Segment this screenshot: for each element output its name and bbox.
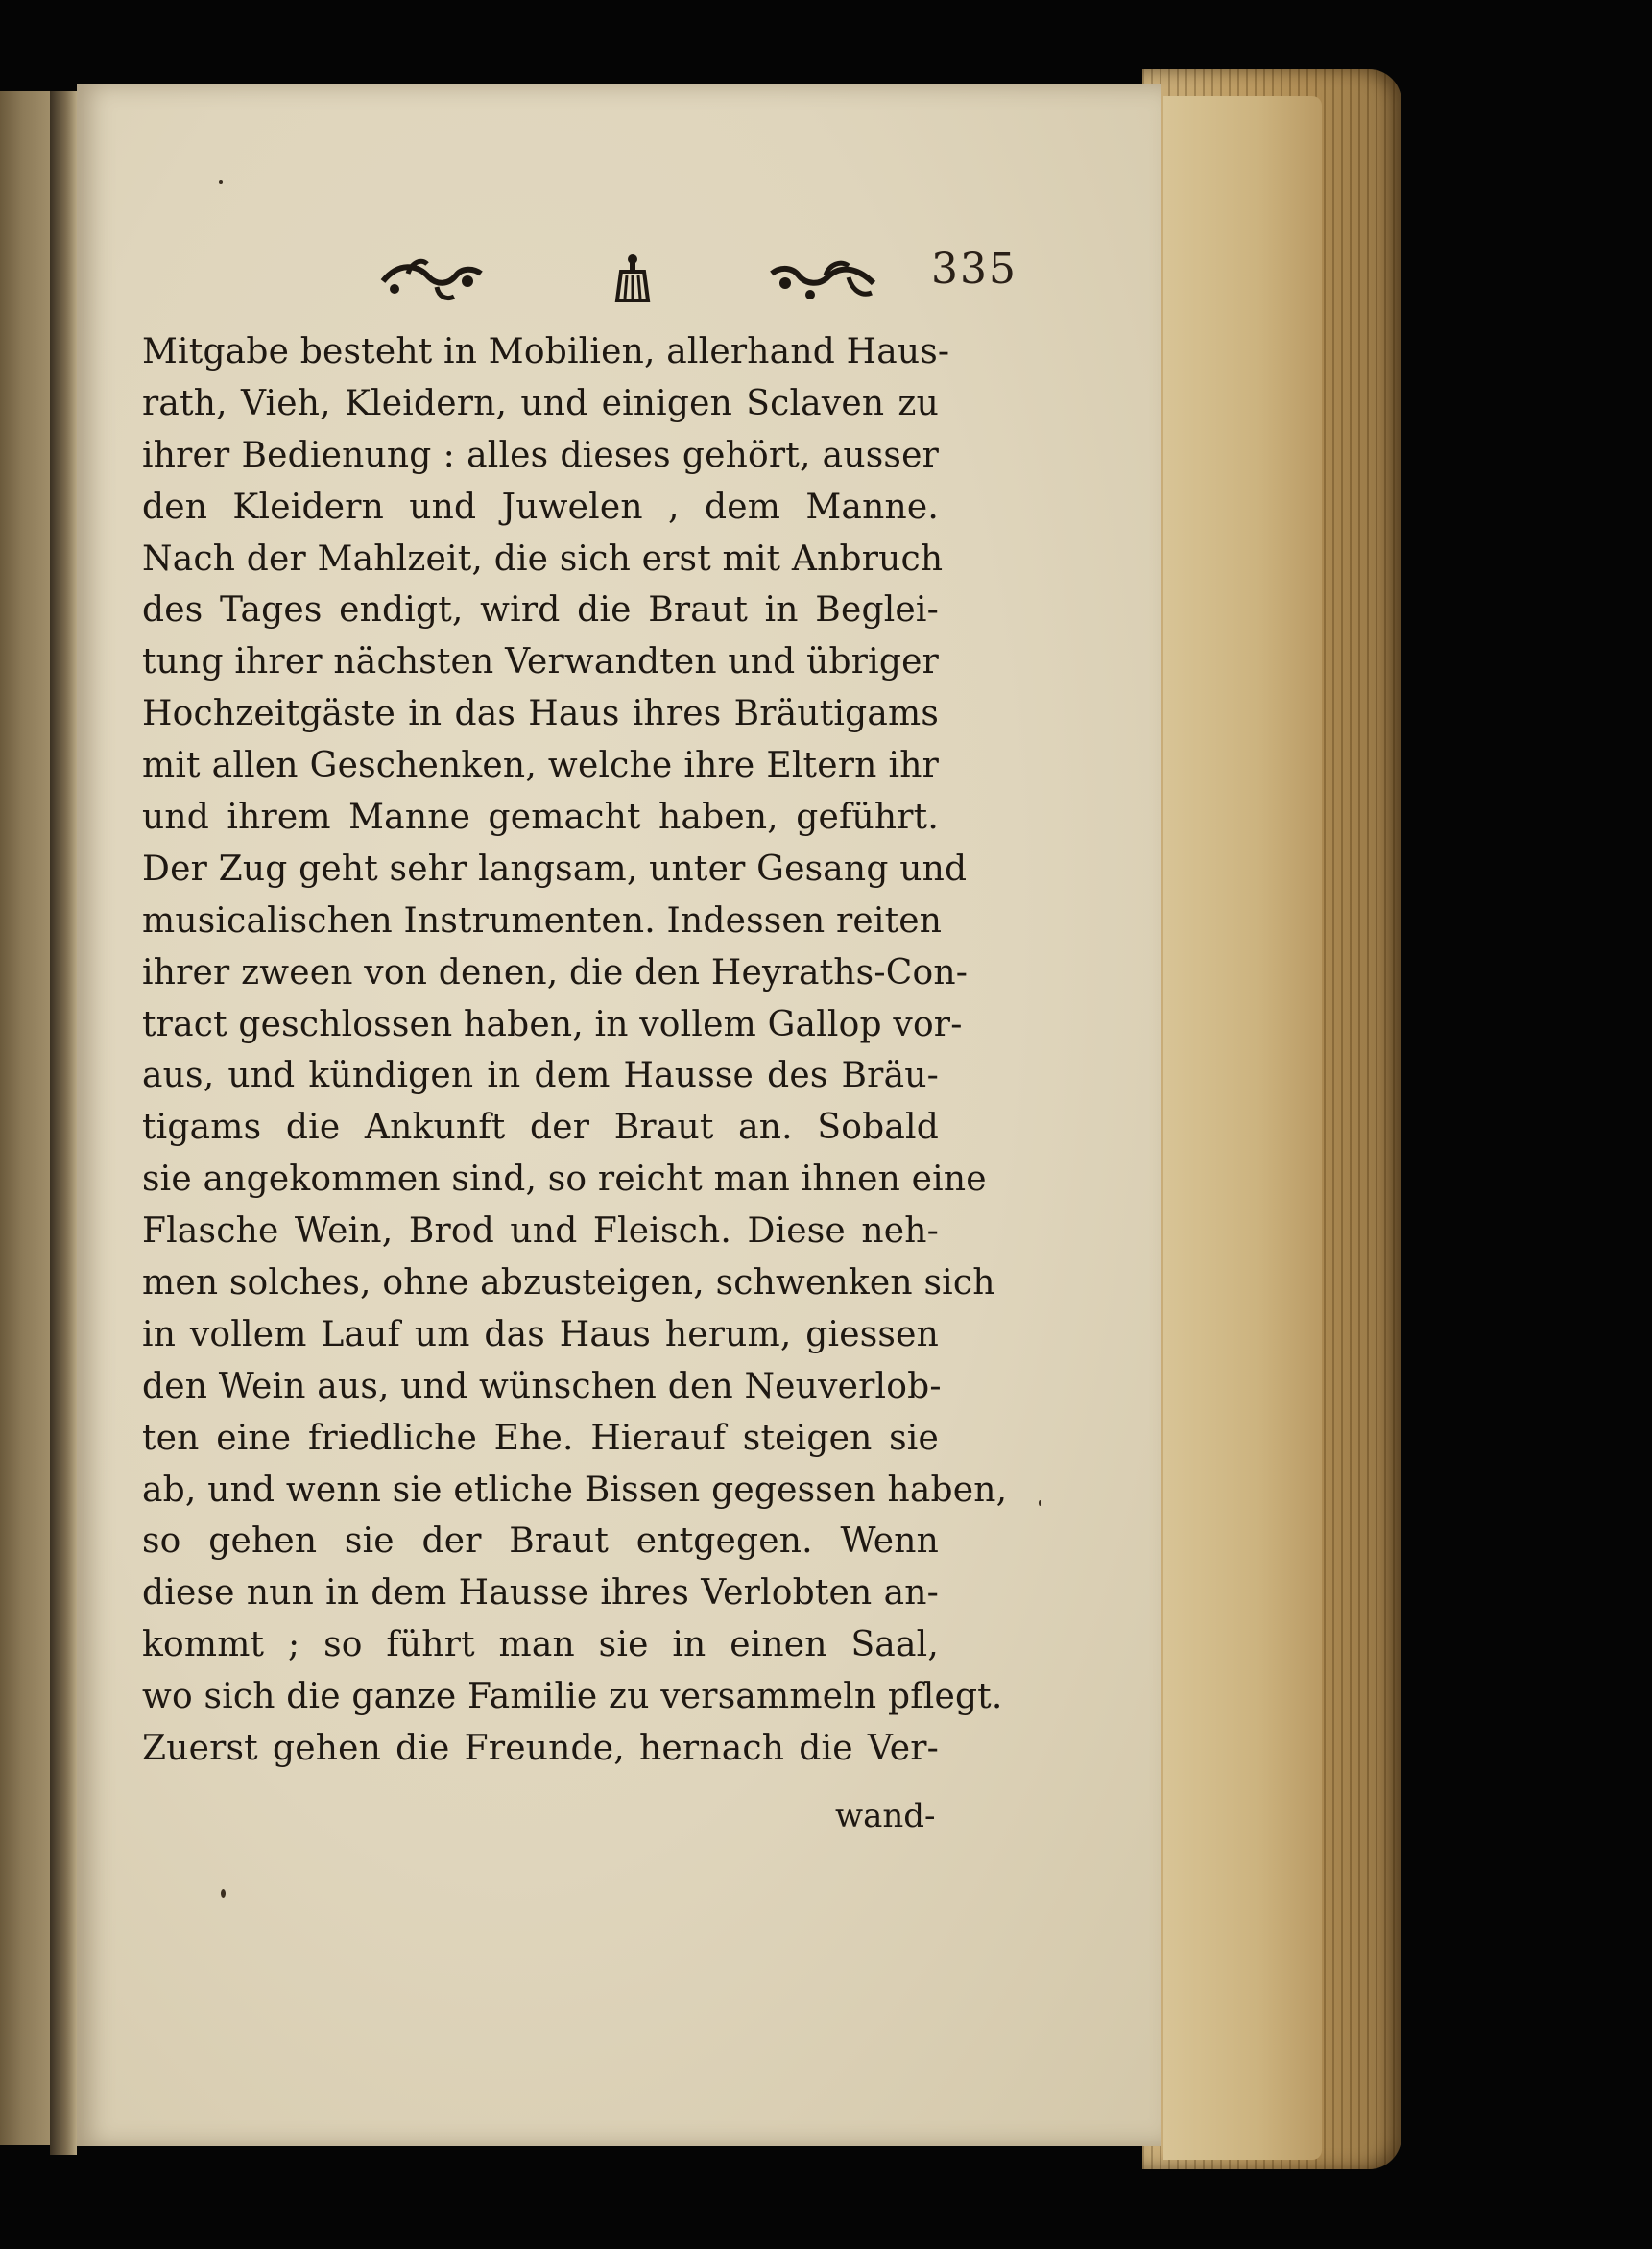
text-line: mit allen Geschenken, welche ihre Eltern ihr bbox=[142, 746, 939, 786]
text-line: wo sich die ganze Familie zu versammeln pflegt. bbox=[142, 1677, 1003, 1717]
text-line: Nach der Mahlzeit, die sich erst mit Anbruch bbox=[142, 538, 944, 579]
paper-speck bbox=[219, 180, 223, 184]
text-line: Hochzeitgäste in das Haus ihres Bräutigams bbox=[142, 694, 939, 734]
text-line: Zuerst gehen die Freunde, hernach die Ver- bbox=[142, 1729, 939, 1769]
running-header bbox=[379, 245, 1018, 322]
text-line: in vollem Lauf um das Haus herum, giessen bbox=[142, 1314, 939, 1354]
text-line: tract geschlossen haben, in vollem Gallop vor- bbox=[142, 1004, 963, 1044]
text-line: men solches, ohne abzusteigen, schwenken sich bbox=[142, 1263, 995, 1304]
text-line: ab, und wenn sie etliche Bissen gegessen haben, bbox=[142, 1470, 1008, 1510]
text-line: aus, und kündigen in dem Hausse des Bräu- bbox=[142, 1056, 939, 1096]
book-gutter bbox=[50, 91, 77, 2155]
text-line: ihrer Bedienung : alles dieses gehört, ausser bbox=[142, 435, 939, 475]
tassel-ornament-icon bbox=[610, 252, 656, 304]
text-line: ten eine friedliche Ehe. Hierauf steigen sie bbox=[142, 1418, 939, 1458]
underlying-leaf bbox=[1163, 96, 1322, 2160]
text-line: den Wein aus, und wünschen den Neuverlob- bbox=[142, 1366, 942, 1406]
text-line: kommt ; so führt man sie in einen Saal, bbox=[142, 1625, 939, 1665]
text-line: den Kleidern und Juwelen , dem Manne. bbox=[142, 487, 939, 527]
text-line: Flasche Wein, Brod und Fleisch. Diese neh- bbox=[142, 1211, 939, 1252]
text-line: Der Zug geht sehr langsam, unter Gesang und bbox=[142, 849, 968, 889]
vine-ornament-icon bbox=[768, 252, 878, 304]
text-line: Mitgabe besteht in Mobilien, allerhand Haus- bbox=[142, 332, 950, 371]
text-line: des Tages endigt, wird die Braut in Beglei- bbox=[142, 590, 939, 631]
text-line: so gehen sie der Braut entgegen. Wenn bbox=[142, 1521, 939, 1562]
text-line: sie angekommen sind, so reicht man ihnen eine bbox=[142, 1160, 987, 1200]
text-line: und ihrem Manne gemacht haben, geführt. bbox=[142, 798, 939, 838]
catchword: wand- bbox=[835, 1797, 936, 1835]
text-line: diese nun in dem Hausse ihres Verlobten an- bbox=[142, 1573, 939, 1614]
paper-speck bbox=[1039, 1500, 1041, 1506]
vine-ornament-icon bbox=[379, 252, 485, 304]
text-line: rath, Vieh, Kleidern, und einigen Sclaven zu bbox=[142, 383, 939, 423]
paper-speck bbox=[221, 1889, 226, 1898]
facing-page-edge bbox=[0, 91, 53, 2145]
text-line: tigams die Ankunft der Braut an. Sobald bbox=[142, 1108, 939, 1148]
text-line: musicalischen Instrumenten. Indessen reiten bbox=[142, 900, 943, 941]
page-number: 335 bbox=[931, 245, 1018, 294]
text-line: tung ihrer nächsten Verwandten und übriger bbox=[142, 642, 939, 682]
text-line: ihrer zween von denen, die den Heyraths-Con- bbox=[142, 952, 969, 993]
body-text bbox=[142, 326, 1008, 1775]
